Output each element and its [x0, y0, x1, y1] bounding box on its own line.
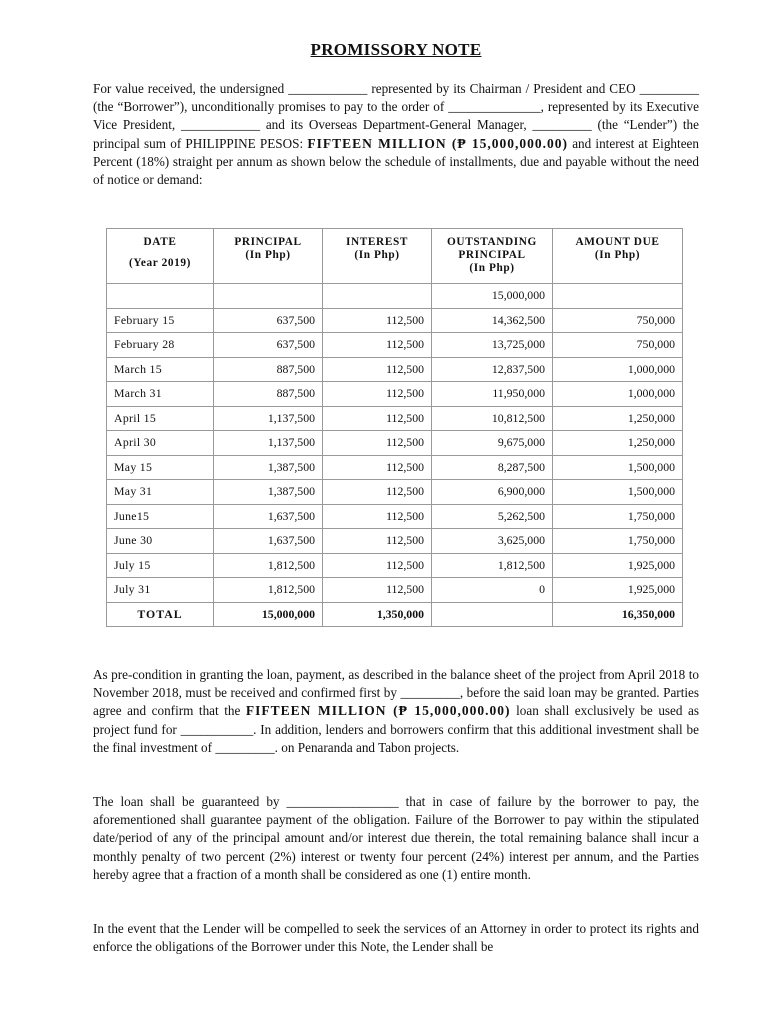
total-interest: 1,350,000: [323, 602, 432, 627]
cell-principal: 1,637,500: [214, 504, 323, 529]
initial-outstanding: 15,000,000: [432, 284, 553, 309]
total-amount-due: 16,350,000: [553, 602, 683, 627]
cell-interest: 112,500: [323, 529, 432, 554]
table-row: [107, 406, 683, 431]
header-amount-due: AMOUNT DUE (In Php): [553, 229, 683, 284]
cell-outstanding: 8,287,500: [432, 455, 553, 480]
document-title: PROMISSORY NOTE: [310, 40, 482, 59]
cell-principal: 1,812,500: [214, 578, 323, 603]
cell-date: May 15: [107, 455, 214, 480]
document-page: [93, 40, 700, 955]
loan-amount: FIFTEEN MILLION (₱ 15,000,000.00): [245, 703, 511, 719]
cell-outstanding: 0: [432, 578, 553, 603]
cell-date: April 30: [107, 431, 214, 456]
cell-principal: 887,500: [214, 382, 323, 407]
cell-amount-due: 750,000: [553, 308, 683, 333]
blank-investor: _________: [215, 739, 275, 755]
header-outstanding: OUTSTANDING PRINCIPAL (In Php): [432, 229, 553, 284]
cell-date: June 30: [107, 529, 214, 554]
principal-amount: FIFTEEN MILLION (₱ 15,000,000.00): [307, 135, 569, 151]
table-row: [107, 529, 683, 554]
cell-outstanding: 12,837,500: [432, 357, 553, 382]
table-row: [107, 333, 683, 358]
cell-amount-due: 1,000,000: [553, 357, 683, 382]
intro-paragraph: For value received, the undersigned ____________ represented by its Chairman / President and CEO _________ (the “Borrower”), unconditionally promises to pay to the order of ______________, represented by its Executive Vice President, ____________ and its Overseas Department-General Manager, _________ (the “Lender”) the principal sum of PHILIPPINE PESOS: FIFTEEN MILLION (₱ 15,000,000.00) and interest at Eighteen Percent (18%) straight per annum as shown below the schedule of installments, due and payable without the need of notice or demand:: [93, 81, 699, 188]
table-row: [107, 382, 683, 407]
table-row: [107, 357, 683, 382]
cell-outstanding: 1,812,500: [432, 553, 553, 578]
cell-outstanding: 10,812,500: [432, 406, 553, 431]
table-row: [107, 553, 683, 578]
cell-principal: 637,500: [214, 308, 323, 333]
cell-amount-due: 1,250,000: [553, 406, 683, 431]
cell-principal: 1,137,500: [214, 406, 323, 431]
cell-interest: 112,500: [323, 431, 432, 456]
guarantee-paragraph: The loan shall be guaranteed by _________________ that in case of failure by the borrower to pay, the aforementioned shall guarantee payment of the obligation. Failure of the Borrower to pay within the stipulated date/period of any of the principal amount and/or interest due therein, the total remaining balance shall incur a monthly penalty of two percent (2%) interest or twenty four percent (24%) interest per annum, and the Parties hereby agree that a fraction of a month shall be considered as one (1) entire month.: [93, 794, 700, 882]
cell-amount-due: 750,000: [553, 333, 683, 358]
table-header-row: [107, 229, 683, 284]
cell-outstanding: 3,625,000: [432, 529, 553, 554]
table-row: [107, 308, 683, 333]
precondition-paragraph: As pre-condition in granting the loan, payment, as described in the balance sheet of the project from April 2018 to November 2018, must be received and confirmed first by _________, before the said loan may be granted. Parties agree and confirm that the FIFTEEN MILLION (₱ 15,000,000.00) loan shall exclusively be used as project fund for ___________. In addition, lenders and borrowers confirm that this additional investment shall be the final investment of _________. on Penaranda and Tabon projects.: [93, 667, 700, 755]
cell-principal: 1,812,500: [214, 553, 323, 578]
blank-lender-name: ______________: [448, 99, 541, 115]
cell-date: June15: [107, 504, 214, 529]
cell-outstanding: 11,950,000: [432, 382, 553, 407]
cell-outstanding: 6,900,000: [432, 480, 553, 505]
cell-date: May 31: [107, 480, 214, 505]
blank-evp-name: ____________: [180, 117, 261, 133]
cell-interest: 112,500: [323, 333, 432, 358]
table-row-initial: [107, 284, 683, 309]
header-principal: PRINCIPAL (In Php): [214, 229, 323, 284]
cell-interest: 112,500: [323, 455, 432, 480]
cell-interest: 112,500: [323, 578, 432, 603]
cell-principal: 1,637,500: [214, 529, 323, 554]
cell-amount-due: 1,500,000: [553, 480, 683, 505]
cell-amount-due: 1,250,000: [553, 431, 683, 456]
cell-outstanding: 5,262,500: [432, 504, 553, 529]
cell-principal: 887,500: [214, 357, 323, 382]
cell-date: March 31: [107, 382, 214, 407]
header-interest: INTEREST (In Php): [323, 229, 432, 284]
blank-borrower-name: ____________: [288, 81, 368, 96]
cell-principal: 1,387,500: [214, 480, 323, 505]
cell-principal: 637,500: [214, 333, 323, 358]
total-principal: 15,000,000: [214, 602, 323, 627]
cell-date: April 15: [107, 406, 214, 431]
header-date: DATE (Year 2019): [107, 229, 214, 284]
cell-date: July 31: [107, 578, 214, 603]
cell-interest: 112,500: [323, 480, 432, 505]
cell-principal: 1,137,500: [214, 431, 323, 456]
cell-outstanding: 13,725,000: [432, 333, 553, 358]
cell-interest: 112,500: [323, 504, 432, 529]
cell-interest: 112,500: [323, 308, 432, 333]
table-row: [107, 480, 683, 505]
cell-amount-due: 1,000,000: [553, 382, 683, 407]
attorney-paragraph: In the event that the Lender will be compelled to seek the services of an Attorney in order to protect its rights and enforce the obligations of the Borrower under this Note, the Lender shall be: [93, 921, 699, 955]
table-row: [107, 504, 683, 529]
cell-amount-due: 1,750,000: [553, 529, 683, 554]
cell-outstanding: 14,362,500: [432, 308, 553, 333]
table-row: [107, 455, 683, 480]
cell-amount-due: 1,500,000: [553, 455, 683, 480]
blank-ceo-name: _________: [639, 81, 699, 96]
cell-amount-due: 1,925,000: [553, 553, 683, 578]
table-row: [107, 431, 683, 456]
cell-date: February 28: [107, 333, 214, 358]
cell-interest: 112,500: [323, 406, 432, 431]
blank-confirmer: _________: [400, 685, 460, 701]
cell-date: March 15: [107, 357, 214, 382]
total-label: TOTAL: [107, 602, 214, 627]
cell-interest: 112,500: [323, 382, 432, 407]
cell-outstanding: 9,675,000: [432, 431, 553, 456]
table-row: [107, 578, 683, 603]
cell-principal: 1,387,500: [214, 455, 323, 480]
blank-guarantor: _________________: [286, 794, 399, 809]
cell-interest: 112,500: [323, 553, 432, 578]
cell-date: July 15: [107, 553, 214, 578]
cell-interest: 112,500: [323, 357, 432, 382]
cell-amount-due: 1,750,000: [553, 504, 683, 529]
cell-date: February 15: [107, 308, 214, 333]
blank-project: ___________: [180, 721, 254, 737]
blank-manager-name: _________: [532, 117, 592, 133]
table-total-row: [107, 602, 683, 627]
cell-amount-due: 1,925,000: [553, 578, 683, 603]
installment-schedule-table: [106, 228, 683, 627]
